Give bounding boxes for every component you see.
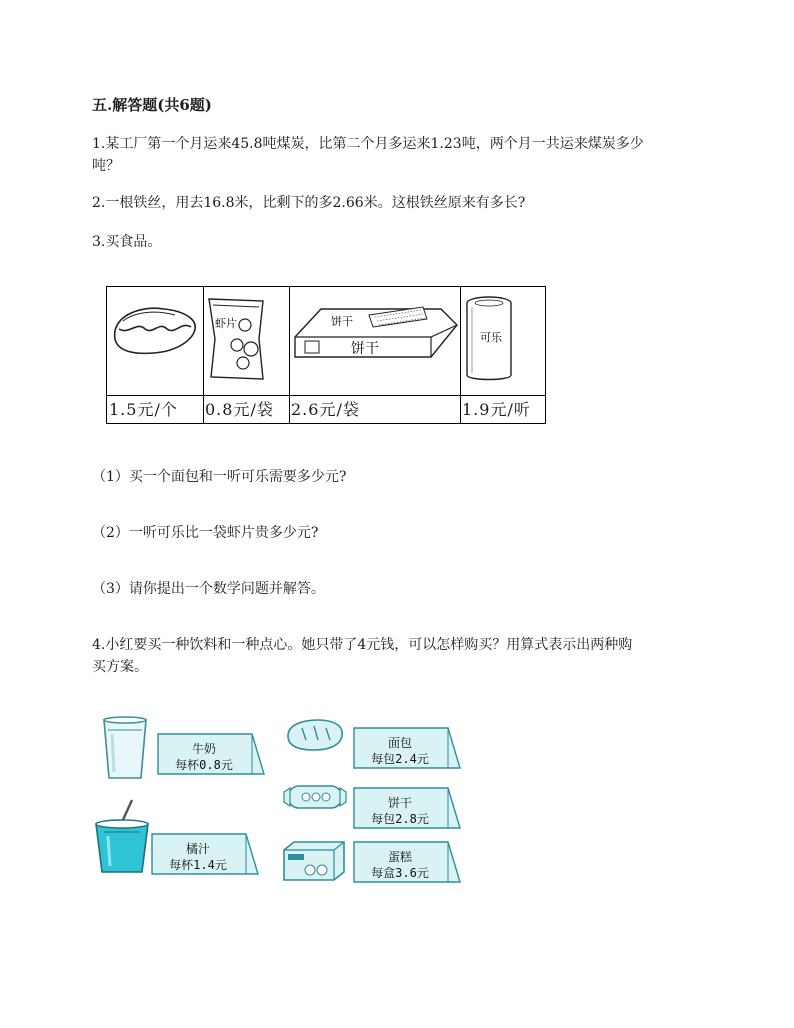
table-divider: [460, 287, 461, 423]
biscuit-price-tag: [352, 780, 462, 830]
question-1-line-1: 1.某工厂第一个月运来45.8吨煤炭，比第二个月多运来1.23吨，两个月一共运来煤炭多少: [92, 136, 644, 152]
milk-name: 牛奶: [191, 742, 216, 756]
juice-cup-icon: [92, 796, 152, 876]
bread-price-tag: [352, 720, 462, 770]
juice-price-tag: [150, 826, 260, 876]
bread-icon: [284, 718, 346, 752]
bread-price: 每包2.4元: [371, 752, 429, 766]
cake-price-tag: [352, 834, 462, 884]
section-title: 五.解答题(共6题): [92, 96, 212, 114]
milk-price-tag: [156, 726, 266, 776]
svg-text:饼干: 饼干: [331, 316, 353, 328]
table-divider: [289, 287, 290, 423]
bread-name: 面包: [387, 736, 412, 750]
biscuit-name: 饼干: [387, 796, 412, 810]
biscuit-roll-icon: [282, 782, 348, 812]
question-2: 2.一根铁丝，用去16.8米，比剩下的多2.66米。这根铁丝原来有多长?: [92, 195, 526, 211]
table-divider: [203, 287, 204, 423]
juice-name: 橘汁: [185, 842, 210, 856]
question-3-sub-2: （2）一听可乐比一袋虾片贵多少元?: [92, 525, 319, 541]
juice-price: 每杯1.4元: [169, 858, 227, 872]
price-biscuit: 2.6元/袋: [291, 400, 360, 419]
price-shrimp-chips: 0.8元/袋: [205, 400, 274, 419]
cola-can-icon: [462, 293, 516, 385]
shrimp-chips-bag-icon: [205, 295, 267, 383]
cake-name: 蛋糕: [387, 850, 412, 864]
question-3-sub-1: （1）买一个面包和一听可乐需要多少元?: [92, 469, 347, 485]
question-4-line-2: 买方案。: [92, 659, 148, 675]
svg-text:可乐: 可乐: [480, 332, 502, 344]
biscuit-box-icon: [291, 297, 459, 377]
question-3-sub-3: （3）请你提出一个数学问题并解答。: [92, 581, 325, 597]
question-1: [92, 133, 702, 177]
biscuit-price: 每包2.8元: [371, 812, 429, 826]
price-bread: 1.5元/个: [109, 400, 178, 419]
question-3-title: 3.买食品。: [92, 234, 162, 250]
cake-price: 每盒3.6元: [371, 866, 429, 880]
svg-text:饼干: 饼干: [351, 342, 379, 357]
milk-glass-icon: [100, 716, 150, 782]
price-cola: 1.9元/听: [462, 400, 531, 419]
price-table: [106, 286, 546, 424]
milk-price: 每杯0.8元: [175, 758, 233, 772]
bread-icon: [109, 299, 199, 359]
question-4-line-1: 4.小红要买一种饮料和一种点心。她只带了4元钱，可以怎样购买？用算式表示出两种购: [92, 637, 633, 653]
cake-box-icon: [280, 840, 348, 882]
svg-text:虾片: 虾片: [215, 318, 237, 330]
question-1-line-2: 吨？: [92, 158, 120, 174]
question-4: [92, 634, 702, 678]
